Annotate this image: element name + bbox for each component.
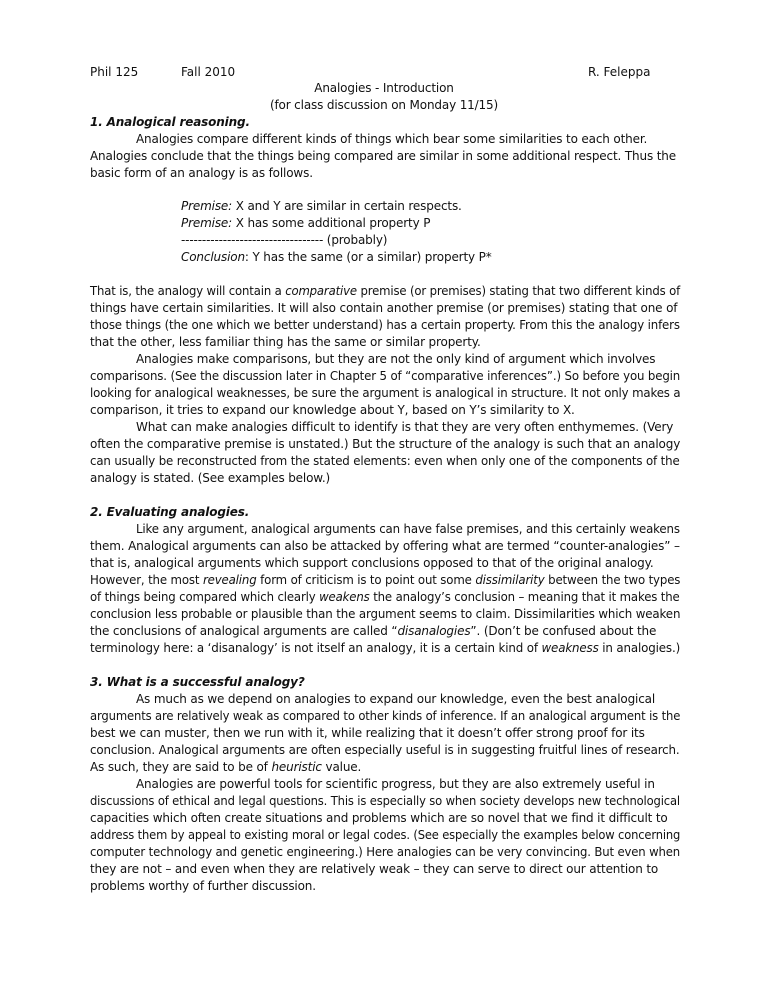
paragraph-line: best we can muster, then we run with it, while realizing that it doesn’t offer strong proof for its xyxy=(90,726,645,740)
document-subtitle: (for class discussion on Monday 11/15) xyxy=(269,98,499,112)
paragraph-line: Analogies conclude that the things being compared are similar in some additional respect. Thus the xyxy=(90,149,676,163)
paragraph-line: that is, analogical arguments which support conclusions opposed to that of the original analogy. xyxy=(90,556,654,570)
term-label: Fall 2010 xyxy=(181,65,236,79)
paragraph-line: often the comparative premise is unstated.) But the structure of the analogy is such that an analogy xyxy=(90,437,681,451)
paragraph-line: can usually be reconstructed from the stated elements: even when only one of the components of the xyxy=(90,454,680,468)
text-run: terminology here: a ‘disanalogy’ is not itself an analogy, it is a certain kind of xyxy=(90,641,542,655)
conclusion-text: : Y has the same (or a similar) property P* xyxy=(244,250,492,264)
paragraph-line: conclusion. Analogical arguments are often especially useful is in suggesting fruitful lines of research. xyxy=(90,743,680,757)
paragraph-line: Like any argument, analogical arguments can have false premises, and this certainly weakens xyxy=(136,522,680,536)
paragraph-line: capacities which often create situations and problems which are so novel that we find it difficult to xyxy=(90,811,668,825)
paragraph-line: arguments are relatively weak as compared to other kinds of inference. If an analogical argument is the xyxy=(90,709,681,723)
premise-line xyxy=(181,215,430,232)
text-run: the conclusions of analogical arguments are called “ xyxy=(90,624,398,638)
conclusion-line xyxy=(181,249,492,266)
text-run: As such, they are said to be of xyxy=(90,760,272,774)
paragraph-line xyxy=(90,283,680,300)
paragraph-line xyxy=(90,589,680,606)
text-run: ”. (Don’t be confused about the xyxy=(470,624,657,638)
paragraph-line: conclusion less probable or plausible than the argument seems to claim. Dissimilarities which weaken xyxy=(90,607,681,621)
section-heading: 3. What is a successful analogy? xyxy=(90,675,305,689)
paragraph-line: they are not – and even when they are relatively weak – they can serve to direct our attention to xyxy=(90,862,659,876)
paragraph-line: them. Analogical arguments can also be attacked by offering what are termed “counter-analogies” – xyxy=(90,539,680,553)
paragraph-line: comparisons. (See the discussion later in Chapter 5 of “comparative inferences”.) So before you begin xyxy=(90,369,681,383)
paragraph-line xyxy=(90,623,656,640)
paragraph-line: things have certain similarities. It will also contain another premise (or premises) stating that one of xyxy=(90,301,678,315)
emphasis: dissimilarity xyxy=(475,573,545,587)
premise-label: Premise: xyxy=(181,216,233,230)
conclusion-label: Conclusion xyxy=(181,250,245,264)
section-heading: 2. Evaluating analogies. xyxy=(90,505,250,519)
paragraph-line xyxy=(90,572,680,589)
paragraph-line: those things (the one which we better understand) has a certain property. From this the analogy infers xyxy=(90,318,680,332)
emphasis: weakness xyxy=(541,641,599,655)
text-run: of things being compared which clearly xyxy=(90,590,320,604)
text-run: in analogies.) xyxy=(598,641,681,655)
paragraph-line: Analogies make comparisons, but they are not the only kind of argument which involves xyxy=(136,352,656,366)
text-run: the analogy’s conclusion – meaning that it makes the xyxy=(369,590,680,604)
text-run: form of criticism is to point out some xyxy=(256,573,476,587)
emphasis: weakens xyxy=(319,590,370,604)
section-heading: 1. Analogical reasoning. xyxy=(90,115,250,129)
emphasis: heuristic xyxy=(271,760,322,774)
paragraph-line: basic form of an analogy is as follows. xyxy=(90,166,313,180)
text-run: value. xyxy=(321,760,362,774)
paragraph-line: analogy is stated. (See examples below.) xyxy=(90,471,331,485)
inference-divider: ---------------------------------- (probably) xyxy=(181,233,388,247)
text-run: premise (or premises) stating that two different kinds of xyxy=(356,284,681,298)
paragraph-line xyxy=(90,759,361,776)
text-run: between the two types xyxy=(544,573,681,587)
premise-line xyxy=(181,198,462,215)
paragraph-line: computer technology and genetic engineering.) Here analogies can be very convincing. But even when xyxy=(90,845,680,859)
course-label: Phil 125 xyxy=(90,65,139,79)
author-label: R. Feleppa xyxy=(588,65,651,79)
emphasis: disanalogies xyxy=(397,624,471,638)
emphasis: revealing xyxy=(202,573,257,587)
paragraph-line: As much as we depend on analogies to expand our knowledge, even the best analogical xyxy=(136,692,656,706)
paragraph-line: problems worthy of further discussion. xyxy=(90,879,316,893)
emphasis: comparative xyxy=(285,284,357,298)
paragraph-line xyxy=(90,640,680,657)
text-run: However, the most xyxy=(90,573,203,587)
paragraph-line: discussions of ethical and legal questions. This is especially so when society develops new technological xyxy=(90,794,680,808)
premise-text: X has some additional property P xyxy=(232,216,431,230)
paragraph-line: comparison, it tries to expand our knowledge about Y, based on Y’s similarity to X. xyxy=(90,403,575,417)
premise-label: Premise: xyxy=(181,199,233,213)
document-title: Analogies - Introduction xyxy=(314,81,454,95)
paragraph-line: Analogies compare different kinds of things which bear some similarities to each other. xyxy=(136,132,648,146)
paragraph-line: address them by appeal to existing moral or legal codes. (See especially the examples below concerning xyxy=(90,828,681,842)
premise-text: X and Y are similar in certain respects. xyxy=(232,199,462,213)
paragraph-line: that the other, less familiar thing has the same or similar property. xyxy=(90,335,481,349)
paragraph-line: What can make analogies difficult to identify is that they are very often enthymemes. (Very xyxy=(136,420,674,434)
paragraph-line: looking for analogical weaknesses, be sure the argument is analogical in structure. It not only makes a xyxy=(90,386,681,400)
paragraph-line: Analogies are powerful tools for scientific progress, but they are also extremely useful in xyxy=(136,777,655,791)
text-run: That is, the analogy will contain a xyxy=(90,284,286,298)
